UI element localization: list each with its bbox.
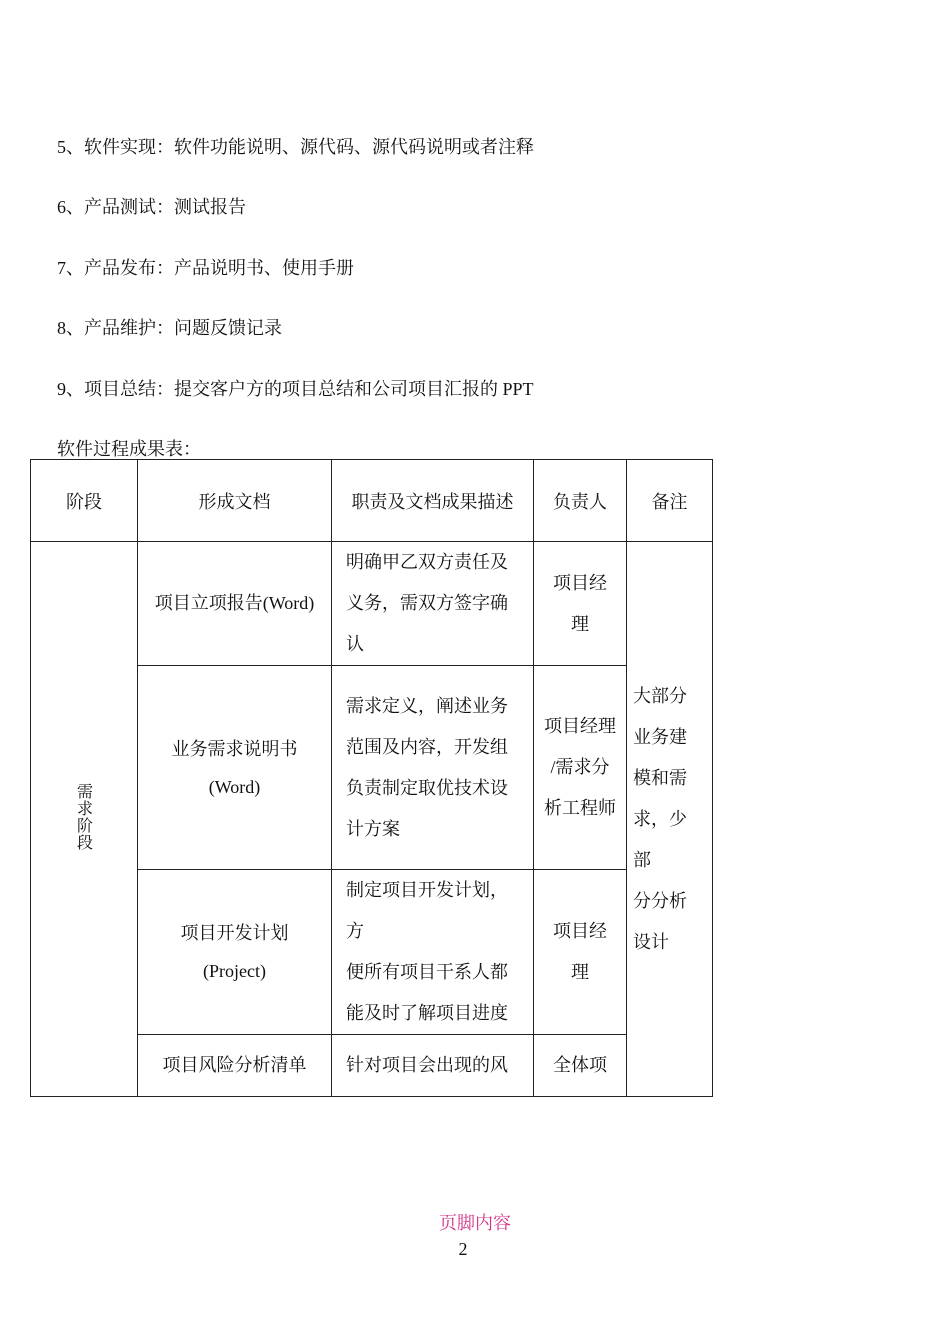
doc-line: 项目立项报告(Word)	[154, 593, 315, 613]
owner-line: /需求分	[550, 757, 610, 777]
duty-line: 认	[346, 634, 364, 654]
owner-line: 析工程师	[544, 798, 616, 818]
process-output-table	[30, 459, 713, 1097]
table-row	[31, 542, 713, 666]
footer-text: 页脚内容	[439, 1213, 511, 1233]
owner-cell	[534, 1035, 627, 1097]
note-cell	[627, 542, 713, 1097]
duty-line: 负责制定取优技术设	[346, 777, 508, 798]
owner-line: 项目经理	[544, 716, 616, 736]
doc-line-5: 5、软件实现：软件功能说明、源代码、源代码说明或者注释	[57, 137, 534, 157]
page-number: 2	[458, 1239, 468, 1259]
note-line: 大部分	[633, 685, 687, 706]
doc-line-7: 7、产品发布：产品说明书、使用手册	[57, 258, 354, 278]
note-line: 分分析	[633, 890, 687, 911]
doc-line: 项目风险分析清单	[162, 1055, 307, 1075]
owner-cell	[534, 870, 627, 1035]
owner-line: 项目经	[553, 572, 607, 593]
duty-cell	[332, 542, 534, 666]
owner-line: 项目经	[553, 921, 607, 941]
duty-line: 能及时了解项目进度	[346, 1003, 508, 1023]
doc-line: 业务需求说明书	[171, 738, 298, 759]
doc-cell	[138, 1035, 332, 1097]
duty-cell	[332, 1035, 534, 1097]
doc-line: (Word)	[208, 776, 261, 797]
duty-line: 需求定义，阐述业务	[346, 695, 508, 716]
note-line: 部	[633, 849, 651, 870]
owner-line: 理	[571, 962, 589, 982]
header-document: 形成文档	[138, 460, 332, 542]
owner-cell	[534, 542, 627, 666]
duty-cell	[332, 870, 534, 1035]
note-line: 设计	[633, 931, 669, 952]
doc-line-9: 9、项目总结：提交客户方的项目总结和公司项目汇报的 PPT	[57, 379, 534, 399]
duty-line: 范围及内容，开发组	[346, 736, 508, 757]
duty-line: 义务，需双方签字确	[346, 593, 508, 613]
owner-cell	[534, 666, 627, 870]
duty-line: 便所有项目干系人都	[346, 962, 508, 982]
stage-label: 需求阶段	[74, 782, 94, 851]
header-owner: 负责人	[534, 460, 627, 542]
duty-line: 针对项目会出现的风	[346, 1055, 508, 1075]
duty-cell	[332, 666, 534, 870]
duty-line: 计方案	[346, 818, 400, 839]
header-duty: 职责及文档成果描述	[332, 460, 534, 542]
stage-cell	[31, 542, 138, 1097]
doc-cell	[138, 870, 332, 1035]
note-line: 模和需	[633, 767, 687, 788]
doc-line-6: 6、产品测试：测试报告	[57, 197, 246, 217]
note-line: 业务建	[633, 726, 687, 747]
duty-line: 制定项目开发计划，方	[346, 880, 508, 941]
doc-line: 项目开发计划	[180, 923, 289, 943]
table-header-row	[31, 460, 713, 542]
page-number-wrap	[0, 1237, 950, 1261]
owner-line: 理	[571, 613, 589, 634]
doc-cell	[138, 666, 332, 870]
table-caption: 软件过程成果表：	[57, 439, 201, 459]
header-stage: 阶段	[31, 460, 138, 542]
note-line: 求，少	[633, 808, 687, 829]
doc-line: (Project)	[203, 961, 266, 981]
header-note: 备注	[627, 460, 713, 542]
doc-line-8: 8、产品维护：问题反馈记录	[57, 318, 282, 338]
owner-line: 全体项	[553, 1055, 607, 1075]
duty-line: 明确甲乙双方责任及	[346, 552, 508, 572]
doc-cell	[138, 542, 332, 666]
